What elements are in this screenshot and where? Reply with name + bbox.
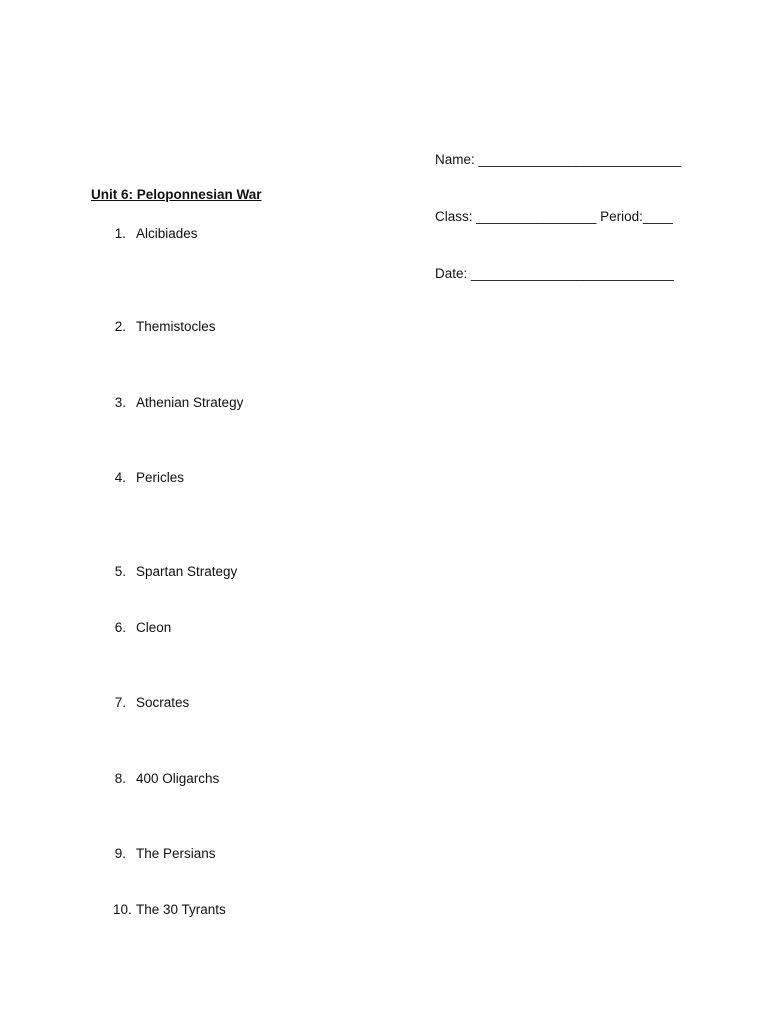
item-label: The Persians: [136, 846, 216, 861]
item-label: Themistocles: [136, 319, 216, 334]
item-label: Alcibiades: [136, 226, 198, 241]
item-number: 4.: [114, 470, 126, 485]
class-period-line: Class: ________________ Period:____: [435, 209, 673, 224]
item-number: 5.: [114, 564, 126, 579]
student-info-header: [435, 112, 681, 302]
item-label: Cleon: [136, 620, 172, 635]
item-number: 9.: [114, 846, 126, 861]
item-number: 1.: [114, 226, 126, 241]
item-label: Socrates: [136, 695, 190, 710]
item-number: 6.: [114, 620, 126, 635]
item-number: 10.: [113, 902, 132, 917]
item-number: 3.: [114, 395, 126, 410]
item-label: The 30 Tyrants: [136, 902, 226, 917]
unit-title: Unit 6: Peloponnesian War: [91, 187, 262, 202]
item-label: Spartan Strategy: [136, 564, 238, 579]
item-label: 400 Oligarchs: [136, 771, 220, 786]
item-label: Athenian Strategy: [136, 395, 244, 410]
item-label: Pericles: [136, 470, 185, 485]
item-number: 7.: [114, 695, 126, 710]
item-number: 2.: [114, 319, 126, 334]
date-line: Date: ___________________________: [435, 266, 674, 281]
name-line: Name: ___________________________: [435, 152, 682, 167]
item-number: 8.: [114, 771, 126, 786]
